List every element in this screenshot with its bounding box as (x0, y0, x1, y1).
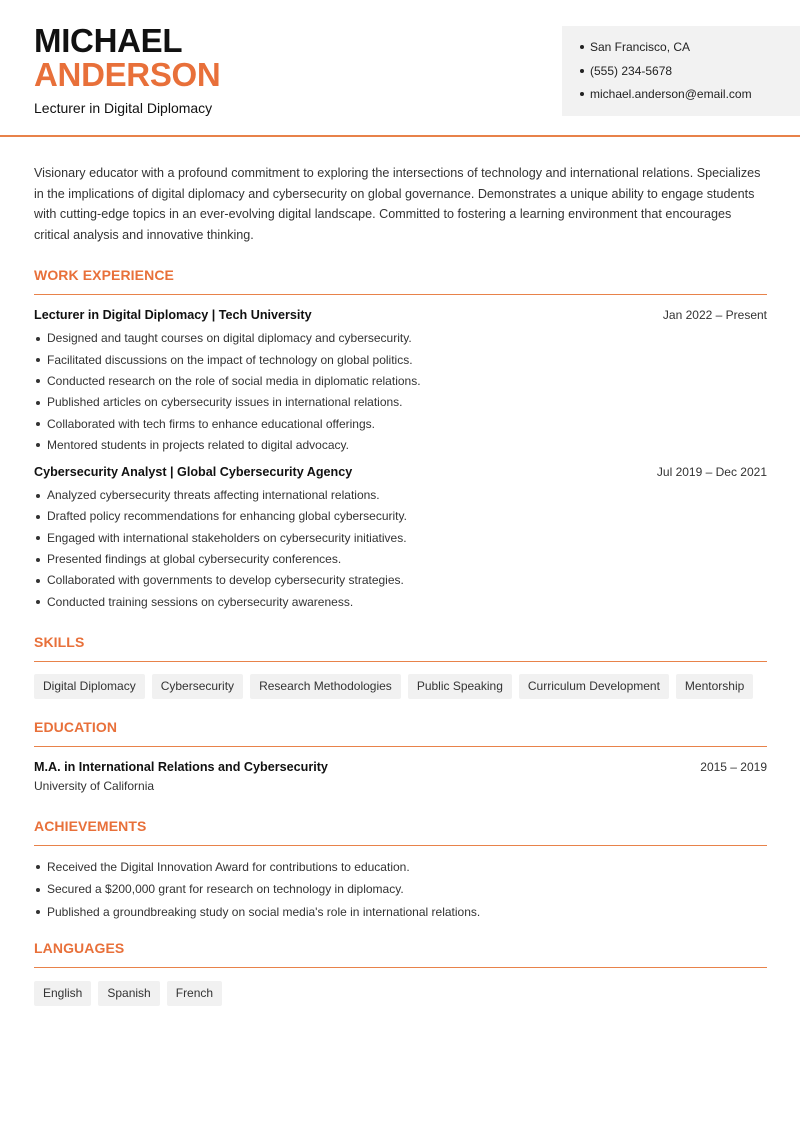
job-bullet: Collaborated with tech firms to enhance educational offerings. (34, 416, 767, 437)
section-divider (34, 661, 767, 662)
skill-tag: Digital Diplomacy (34, 674, 145, 699)
contact-phone: (555) 234-5678 (580, 63, 800, 87)
job-role: Lecturer in Digital Diplomacy | Tech University (34, 308, 312, 323)
job-title: Lecturer in Digital Diplomacy (34, 100, 213, 116)
contact-email[interactable]: michael.anderson@email.com (580, 86, 800, 110)
language-tag: French (167, 981, 222, 1006)
resume-header (0, 0, 800, 137)
job-bullet: Engaged with international stakeholders on cybersecurity initiatives. (34, 530, 767, 551)
section-title: ACHIEVEMENTS (34, 817, 147, 834)
languages-section (34, 940, 767, 1006)
language-tag: Spanish (98, 981, 159, 1006)
job-entry (34, 465, 767, 615)
work-experience-section (34, 267, 767, 615)
skill-tag: Mentorship (676, 674, 753, 699)
resume-body (34, 137, 767, 1006)
job-dates: Jul 2019 – Dec 2021 (656, 465, 767, 480)
achievements-section (34, 818, 767, 927)
job-role: Cybersecurity Analyst | Global Cybersecurity Agency (34, 465, 353, 480)
education-years: 2015 – 2019 (700, 759, 767, 774)
job-bullet: Facilitated discussions on the impact of technology on global politics. (34, 352, 767, 373)
job-bullet: Drafted policy recommendations for enhancing global cybersecurity. (34, 508, 767, 529)
skill-tag: Cybersecurity (152, 674, 243, 699)
job-bullet: Conducted research on the role of social media in diplomatic relations. (34, 373, 767, 394)
contact-location: San Francisco, CA (580, 39, 800, 63)
last-name: ANDERSON (34, 56, 221, 93)
job-bullet: Published articles on cybersecurity issues in international relations. (34, 394, 767, 415)
candidate-name (34, 24, 220, 92)
section-title: LANGUAGES (34, 940, 125, 957)
job-bullet: Analyzed cybersecurity threats affecting international relations. (34, 487, 767, 508)
job-bullet: Presented findings at global cybersecurity conferences. (34, 551, 767, 572)
section-title: WORK EXPERIENCE (34, 267, 174, 284)
degree: M.A. in International Relations and Cybersecurity (34, 759, 328, 774)
job-bullet: Mentored students in projects related to digital advocacy. (34, 437, 767, 458)
skills-section (34, 634, 767, 699)
job-dates: Jan 2022 – Present (662, 308, 767, 323)
first-name: MICHAEL (34, 22, 183, 59)
section-divider (34, 845, 767, 846)
job-bullet: Collaborated with governments to develop cybersecurity strategies. (34, 572, 767, 593)
language-tag: English (34, 981, 91, 1006)
section-title: SKILLS (34, 633, 85, 650)
skill-tag: Public Speaking (408, 674, 512, 699)
job-entry (34, 308, 767, 458)
job-bullet: Conducted training sessions on cybersecurity awareness. (34, 594, 767, 615)
skill-tag: Curriculum Development (519, 674, 669, 699)
section-divider (34, 294, 767, 295)
achievement-bullet: Received the Digital Innovation Award for contributions to education. (34, 859, 767, 882)
section-divider (34, 746, 767, 747)
education-section (34, 719, 767, 793)
job-bullet: Designed and taught courses on digital diplomacy and cybersecurity. (34, 330, 767, 351)
section-divider (34, 967, 767, 968)
school: University of California (34, 778, 155, 793)
achievement-bullet: Published a groundbreaking study on social media's role in international relations. (34, 904, 767, 927)
contact-box (562, 26, 800, 116)
skill-tag: Research Methodologies (250, 674, 401, 699)
section-title: EDUCATION (34, 718, 118, 735)
summary-paragraph: Visionary educator with a profound commitment to exploring the intersections of technology and international relations. Specializes in the implications of digital diplomacy and cybersecurity on global governance. Demonstrates a unique ability to engage students with cutting-edge topics in an ever-evolving digital landscape. Committed to fostering a learning environment that encourages critical analysis and innovative thinking. (34, 166, 761, 242)
achievement-bullet: Secured a $200,000 grant for research on technology in diplomacy. (34, 881, 767, 904)
